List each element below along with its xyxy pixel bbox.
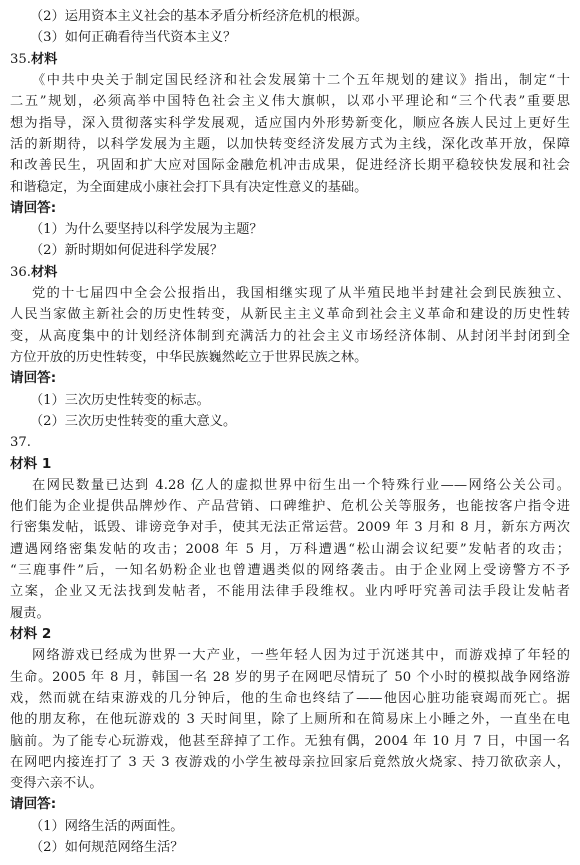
q37-material1-line: 行密集发帖，诋毁、诽谤竞争对手，使其无法正常运营。2009 年 3 月和 8 月，新东方两次 bbox=[10, 520, 570, 536]
q35-para-line: 想为指导，深入贯彻落实科学发展观，适应国内外形势新变化，顺应各族人民过上更好生 bbox=[10, 115, 570, 131]
q37-material1-line: 他们能为企业提供品牌炒作、产品营销、口碑维护、危机公关等服务，也能按客户指令进 bbox=[10, 499, 570, 515]
q37-answer-label: 请回答: bbox=[10, 796, 57, 813]
q35-sub1: （1）为什么要坚持以科学发展为主题？ bbox=[30, 222, 263, 238]
q36-answer-label: 请回答: bbox=[10, 370, 57, 387]
q37-material2-line: 戏，然而就在结束游戏的几分钟后，他的生命也终结了——他因心脏功能衰竭而死亡。据 bbox=[10, 690, 570, 706]
q37-material1-line: 遭遇网络密集发帖的攻击；2008 年 5 月，万科遭遇“松山湖会议纪要”发帖者的攻击； bbox=[10, 541, 570, 557]
q35-heading bbox=[10, 49, 570, 70]
q37-material1-line: “三鹿事件”后，一知名奶粉企业也曾遭遇类似的网络袭击。由于企业网上受谤警方不予 bbox=[10, 563, 570, 578]
q37-material1-line: 履责。 bbox=[10, 605, 50, 621]
q37-material2-line: 在网吧内接连打了 3 天 3 夜游戏的小学生被母亲拉回家后竟然放火烧家、持刀欲砍亲人， bbox=[10, 754, 570, 770]
q37-material2-line: 脑前。为了能专心玩游戏，他甚至辞掉了工作。无独有偶，2004 年 10 月 7 日，中国一名 bbox=[10, 733, 570, 749]
q36-material-label: 材料 bbox=[30, 264, 58, 280]
q37-material2-label: 材料 2 bbox=[10, 625, 52, 642]
q35-para-line: 二五”规划，必须高举中国特色社会主义伟大旗帜，以邓小平理论和“三个代表”重要思 bbox=[10, 94, 570, 110]
q36-para-line: 方位开放的历史性转变，中华民族巍然屹立于世界民族之林。 bbox=[10, 349, 368, 365]
q37-sub2: （2）如何规范网络生活？ bbox=[30, 840, 184, 855]
q37-sub1: （1）网络生活的两面性。 bbox=[30, 818, 184, 834]
q35-answer-label: 请回答: bbox=[10, 199, 57, 216]
q35-para-line: 《中共中央关于制定国民经济和社会发展第十二个五年规划的建议》指出，制定“十 bbox=[32, 72, 570, 88]
q37-material2-line: 变得六亲不认。 bbox=[10, 776, 103, 792]
q36-para-line: 党的十七届四中全会公报指出，我国相继实现了从半殖民地半封建社会到民族独立、 bbox=[32, 286, 570, 301]
q35-number: 35. bbox=[10, 51, 31, 67]
q37-material2-line: 他的朋友称，在他玩游戏的 3 天时间里，除了上厕所和在简易床上小睡之外，一直坐在电 bbox=[10, 712, 570, 728]
q35-para-line: 活的新期待，以科学发展为主题，以加快转变经济发展方式为主线，深化改革开放，保障 bbox=[10, 136, 570, 152]
q37-material2-line: 网络游戏已经成为世界一大产业，一些年轻人因为过于沉迷其中，而游戏掉了年轻的 bbox=[32, 648, 570, 664]
q35-sub2: （2）新时期如何促进科学发展？ bbox=[30, 243, 224, 259]
q36-heading bbox=[10, 262, 570, 283]
q36-sub1: （1）三次历史性转变的标志。 bbox=[30, 392, 210, 408]
q34-sub3: （3）如何正确看待当代资本主义？ bbox=[30, 30, 237, 46]
q37-material1-line: 在网民数量已达到 4.28 亿人的虚拟世界中衍生出一个特殊行业——网络公关公司。 bbox=[32, 477, 570, 493]
q37-material1-label: 材料 1 bbox=[10, 455, 52, 472]
q34-sub2: （2）运用资本主义社会的基本矛盾分析经济危机的根源。 bbox=[30, 9, 369, 24]
q35-para-line: 和改善民生，巩固和扩大应对国际金融危机冲击成果，促进经济长期平稳较快发展和社会 bbox=[10, 158, 570, 174]
q36-number: 36. bbox=[10, 264, 31, 280]
q35-para-line: 和谐稳定，为全面建成小康社会打下具有决定性意义的基础。 bbox=[10, 179, 368, 195]
q37-material1-line: 立案，企业又无法找到发帖者，不能用法律手段维权。业内呼吁究善司法手段让发帖者 bbox=[10, 584, 570, 600]
q37-material2-line: 生命。2005 年 8 月，韩国一名 28 岁的男子在网吧尽情玩了 50 个小时的模拟战争网络游 bbox=[10, 669, 570, 685]
q36-sub2: （2）三次历史性转变的重大意义。 bbox=[30, 413, 237, 429]
q36-para-line: 人民当家做主新社会的历史性转变，从新民主主义革命到社会主义革命和建设的历史性转 bbox=[10, 307, 570, 323]
q35-material-label: 材料 bbox=[30, 51, 58, 67]
q36-para-line: 变，从高度集中的计划经济体制到充满活力的社会主义市场经济体制、从封闭半封闭到全 bbox=[10, 328, 570, 344]
q37-number: 37. bbox=[10, 435, 31, 451]
